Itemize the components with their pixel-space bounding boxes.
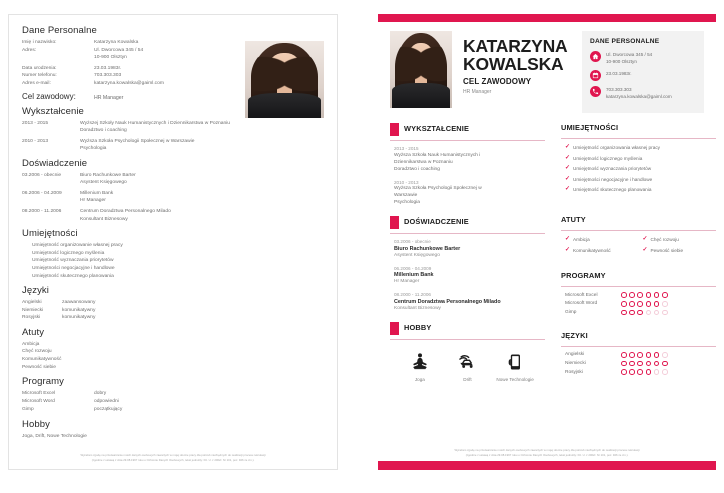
modern-cv-bottom-bar <box>378 461 716 470</box>
strength-label: Ambicja <box>573 237 590 243</box>
classic-section-skills-title: Umiejętności <box>22 228 78 240</box>
program-rating-row <box>561 292 716 298</box>
classic-footer-consent <box>9 453 337 462</box>
rating-dot-filled <box>621 352 627 358</box>
classic-strengths-list <box>22 341 324 371</box>
education-line1: Wyższa Szkoła Nauk Humanistycznych i <box>394 152 481 158</box>
section-marker-icon <box>390 322 399 335</box>
classic-experience-role: Hr Manager <box>80 198 106 204</box>
modern-section-skills-title: UMIEJĘTNOŚCI <box>561 123 619 133</box>
classic-program-name: Gimp <box>22 406 34 412</box>
check-icon: ✓ <box>565 175 571 182</box>
classic-personal-label: Adres e-mail: <box>22 80 51 86</box>
strength-label: Komunikatywność <box>573 247 611 253</box>
contact-birthdate-text: 23.03.1983r. <box>606 71 632 77</box>
classic-personal-label <box>22 54 94 62</box>
classic-experience-text <box>80 208 324 223</box>
phone-icon <box>590 86 601 97</box>
classic-education-date: 2013 - 2015 <box>22 120 49 126</box>
experience-role: Hr Manager <box>394 279 420 285</box>
strength-item <box>561 247 639 254</box>
skill-label: Umiejętność organizowania własnej pracy <box>573 145 661 151</box>
list-item: Umiejętność organizowanie własnej pracy <box>32 243 123 249</box>
classic-personal-label: Imię i nazwisko: <box>22 40 57 45</box>
rating-dot-filled <box>629 369 635 375</box>
language-rating-row <box>561 352 716 358</box>
classic-personal-value: Katarzyna Kowalska <box>94 40 139 45</box>
classic-language-level: zaawansowany <box>62 300 96 306</box>
skill-item <box>561 176 716 183</box>
classic-personal-value: 703.303.303 <box>94 73 122 79</box>
modern-section-languages-title: JĘZYKI <box>561 331 588 341</box>
modern-cv-columns <box>378 113 716 392</box>
language-name: Angielski <box>565 352 585 358</box>
modern-footer-line1: Wyrażam zgodę na przetwarzanie moich danych osobowych zawartych w mojej ofercie pracy dla potrzeb niezbędnych do realizacji procesu rekrutacji <box>454 448 640 453</box>
classic-language-name: Angielski <box>22 300 42 306</box>
classic-personal-value: Ul. Dworcowa 345 / 54 <box>94 47 144 53</box>
classic-program-level: początkujący <box>94 406 123 412</box>
classic-experience-role: Asystent Księgowego <box>80 180 127 186</box>
strength-item <box>561 236 639 243</box>
modern-section-education-title: WYKSZTAŁCENIE <box>404 124 470 134</box>
skill-item <box>561 155 716 162</box>
list-item: Umiejętność wyznaczania priorytetów <box>32 258 114 264</box>
classic-personal-label: Numer telefonu: <box>22 73 57 79</box>
modern-section-experience-title: DOŚWIADCZENIE <box>404 217 469 226</box>
modern-cv-top-bar <box>378 14 716 22</box>
phone-number: 703.303.303 <box>606 87 632 93</box>
rating-dot-filled <box>637 301 643 307</box>
rating-dots <box>621 352 670 358</box>
classic-personal-label: Data urodzenia: <box>22 65 57 71</box>
rating-dot-filled <box>646 369 652 375</box>
check-icon: ✓ <box>565 246 571 253</box>
classic-footer-line2: (zgodnie z ustawą z dnia 29.08.1997 roku o Ochronie Danych Osobowych, tekst jednolity: Dz. U. z 2002r. Nr 101, poz. 926 ze zm.). <box>91 457 255 462</box>
modern-cv-column-right <box>561 123 716 392</box>
rating-dots <box>621 369 670 375</box>
classic-language-level: komunikatywny <box>62 307 96 313</box>
modern-cv-name-block <box>452 31 574 113</box>
modern-section-hobby-title: HOBBY <box>404 322 432 332</box>
rating-dot-filled <box>629 352 635 358</box>
rating-dot-filled <box>629 310 635 316</box>
program-rating-row <box>561 301 716 307</box>
strength-item <box>639 247 717 254</box>
modern-footer-line2: (zgodnie z ustawą z dnia 29.08.1997 roku o Ochronie Danych Osobowych, tekst jednolity: Dz. U. z 2002r. Nr 101, poz. 926 ze zm.). <box>465 452 629 457</box>
hobby-label: Nowe Technologie <box>496 376 534 382</box>
hobby-item-joga <box>399 349 441 383</box>
education-date: 2010 - 2013 <box>394 179 419 185</box>
rating-dot-filled <box>654 352 660 358</box>
classic-cv-photo <box>245 41 324 118</box>
check-icon: ✓ <box>565 154 571 161</box>
first-name: KATARZYNA <box>463 36 568 56</box>
modern-education-entry <box>390 146 545 173</box>
rating-dots <box>621 292 670 298</box>
modern-cv-photo <box>390 31 452 108</box>
classic-program-row <box>22 406 324 414</box>
rating-dot-filled <box>621 310 627 316</box>
section-marker-icon <box>390 123 399 136</box>
divider <box>561 230 716 231</box>
contact-panel-title: DANE PERSONALNE <box>590 38 660 45</box>
rating-dot-filled <box>629 301 635 307</box>
rating-dot-filled <box>654 292 660 298</box>
rating-dots <box>621 301 670 307</box>
classic-program-name: Microsoft Excel <box>22 391 56 397</box>
check-icon: ✓ <box>642 236 648 243</box>
modern-section-education-head <box>390 123 545 136</box>
divider <box>390 339 545 340</box>
list-item: Komunikatywność <box>22 357 62 363</box>
divider <box>390 140 545 141</box>
divider <box>390 233 545 234</box>
classic-education-line1: Wyższa Szkoła Psychologii Społecznej w Warszawie <box>80 138 195 144</box>
classic-program-name: Microsoft Word <box>22 399 55 405</box>
strengths-grid <box>561 236 716 257</box>
modern-cv-page <box>378 14 716 470</box>
classic-language-row <box>22 307 324 315</box>
modern-section-languages-head <box>561 331 716 342</box>
last-name: KOWALSKA <box>463 54 564 74</box>
list-item: Chęć rozwoju <box>22 349 52 355</box>
classic-section-skills <box>22 228 324 280</box>
divider <box>561 138 716 139</box>
check-icon: ✓ <box>565 236 571 243</box>
list-item: Ambicja <box>22 341 40 347</box>
car-drift-icon <box>446 349 488 375</box>
language-name: Rosyjski <box>565 369 583 375</box>
modern-section-skills <box>561 123 716 193</box>
experience-role: Asystent Księgowego <box>394 252 440 258</box>
skill-item <box>561 186 716 193</box>
rating-dot-filled <box>637 292 643 298</box>
education-line3: Doradztwo i coaching <box>394 166 440 172</box>
check-icon: ✓ <box>565 144 571 151</box>
modern-footer-consent <box>378 448 716 457</box>
rating-dot-empty <box>662 301 668 307</box>
classic-footer-line1: Wyrażam zgodę na przetwarzanie moich danych osobowych zawartych w mojej ofercie pracy dla potrzeb niezbędnych do realizacji procesu rekrutacji <box>80 453 266 458</box>
contact-panel <box>582 31 704 113</box>
education-date: 2013 - 2015 <box>394 146 419 152</box>
classic-program-row <box>22 390 324 398</box>
rating-dot-filled <box>637 310 643 316</box>
modern-cv-header <box>378 22 716 113</box>
list-item: Umiejętność logicznego myślenia <box>32 250 105 256</box>
classic-program-row <box>22 398 324 406</box>
strength-label: Chęć rozwoju <box>650 237 679 243</box>
classic-experience-text <box>80 172 324 187</box>
yoga-icon <box>399 349 441 375</box>
classic-program-level: dobry <box>94 391 107 397</box>
classic-experience-role: Konsultant Biznesowy <box>80 216 128 222</box>
rating-dot-filled <box>662 292 668 298</box>
modern-section-hobby <box>390 322 545 383</box>
classic-experience-entry <box>22 172 324 187</box>
calendar-icon <box>590 70 601 81</box>
classic-program-level: odpowiedni <box>94 399 119 405</box>
smartphone-icon <box>494 349 536 375</box>
education-line3: Psychologia <box>394 200 420 206</box>
classic-section-education-title: Wykształcenie <box>22 105 84 117</box>
rating-dot-empty <box>654 310 660 316</box>
skill-item <box>561 144 716 151</box>
rating-dot-empty <box>654 369 660 375</box>
hobby-item-nowe-technologie <box>494 349 536 383</box>
skill-label: Umiejętność skutecznego planowania <box>573 187 652 193</box>
contact-item-phone-email <box>590 86 696 100</box>
rating-dot-filled <box>621 369 627 375</box>
classic-section-experience-title: Doświadczenie <box>22 157 88 169</box>
experience-org: Centrum Doradztwa Personalnego Milado <box>394 298 501 305</box>
list-item: Pewność siebie <box>22 364 56 370</box>
classic-language-row <box>22 299 324 307</box>
hobby-items <box>390 345 545 383</box>
modern-section-strengths-head <box>561 215 716 226</box>
classic-section-languages-title: Języki <box>22 285 49 297</box>
modern-experience-entry <box>390 239 545 260</box>
modern-section-hobby-head <box>390 322 545 335</box>
goal-title: CEL ZAWODOWY <box>463 77 532 86</box>
classic-education-line2: Doradztwo i coaching <box>80 127 127 133</box>
classic-experience-org: Millenium Bank <box>80 191 114 196</box>
classic-goal-label: Cel zawodowy: <box>22 91 76 101</box>
rating-dot-filled <box>646 361 652 367</box>
modern-section-programs <box>561 271 716 315</box>
language-rating-row <box>561 361 716 367</box>
classic-experience-date: 06.2006 - 04.2009 <box>22 191 62 196</box>
experience-date: 03.2006 - obecnie <box>394 239 431 244</box>
classic-goal-value: HR Manager <box>94 94 124 101</box>
modern-experience-entry <box>390 292 545 313</box>
modern-education-entry <box>390 180 545 207</box>
goal-value: HR Manager <box>463 89 492 95</box>
list-item: Umiejętność skutecznego planowania <box>32 273 114 279</box>
modern-section-strengths <box>561 215 716 257</box>
email-address: katarzyna.kowalska@gaiml.com <box>606 93 672 99</box>
skill-label: Umiejętność wyznaczania priorytetów <box>573 166 652 172</box>
strength-item <box>639 236 717 243</box>
rating-dot-filled <box>654 361 660 367</box>
classic-experience-entry <box>22 190 324 205</box>
program-name: Gimp <box>565 309 577 315</box>
modern-section-languages <box>561 331 716 375</box>
skill-item <box>561 165 716 172</box>
classic-personal-value: katarzyna.kowalska@gaiml.com <box>94 80 164 86</box>
divider <box>561 286 716 287</box>
list-item: Umiejętności negocjacyjne i handlowe <box>32 265 115 271</box>
classic-section-personal-title: Dane Personalne <box>22 25 97 36</box>
experience-date: 06.2006 - 04.2009 <box>394 265 432 271</box>
classic-experience-date: 03.2006 - obecnie <box>22 172 62 178</box>
classic-personal-value: 10-900 Olsztyn <box>94 55 127 61</box>
experience-org: Biuro Rachunkowe Barter <box>394 245 461 252</box>
rating-dot-filled <box>637 361 643 367</box>
rating-dot-empty <box>662 369 668 375</box>
classic-section-programs-title: Programy <box>22 376 64 388</box>
rating-dot-filled <box>629 361 635 367</box>
rating-dot-empty <box>662 310 668 316</box>
rating-dot-filled <box>646 301 652 307</box>
rating-dot-filled <box>662 361 668 367</box>
classic-education-line2: Psychologia <box>80 146 107 152</box>
rating-dot-filled <box>621 292 627 298</box>
rating-dots <box>621 361 670 367</box>
rating-dot-filled <box>654 301 660 307</box>
classic-experience-org: Biuro Rachunkowe Barter <box>80 172 136 178</box>
rating-dot-filled <box>637 352 643 358</box>
classic-experience-text <box>80 190 324 205</box>
classic-section-strengths-title: Atuty <box>22 326 45 338</box>
check-icon: ✓ <box>565 186 571 193</box>
divider <box>561 346 716 347</box>
classic-language-name: Rosyjski <box>22 315 41 321</box>
classic-personal-value: 23.03.1983r. <box>94 65 122 71</box>
hobby-label: Joga <box>414 376 425 382</box>
education-line2: Dziennikarstwa w Poznaniu <box>394 159 453 165</box>
modern-section-skills-head <box>561 123 716 134</box>
contact-phone-email-text <box>606 86 672 100</box>
home-icon <box>590 51 601 62</box>
classic-experience-entry <box>22 208 324 223</box>
modern-section-programs-title: PROGRAMY <box>561 271 606 281</box>
rating-dot-filled <box>621 361 627 367</box>
classic-section-strengths <box>22 327 324 371</box>
classic-education-text <box>80 138 324 153</box>
check-icon: ✓ <box>565 165 571 172</box>
education-line2: Warszawie <box>394 193 418 199</box>
classic-language-name: Niemiecki <box>22 307 44 313</box>
rating-dots <box>621 310 670 316</box>
program-rating-row <box>561 310 716 316</box>
experience-role: Konsultant Biznesowy <box>394 305 441 311</box>
rating-dot-empty <box>662 352 668 358</box>
skill-label: Umiejętności negocjacyjne i handlowe <box>573 176 653 182</box>
classic-section-hobby-title: Hobby <box>22 418 50 430</box>
classic-section-experience <box>22 158 324 223</box>
classic-experience-date: 08.2000 - 11.2006 <box>22 209 62 215</box>
classic-section-hobby <box>22 419 324 441</box>
modern-section-experience-head <box>390 216 545 229</box>
contact-item-address <box>590 51 696 65</box>
experience-date: 08.2000 - 11.2006 <box>394 292 431 298</box>
address-line1: Ul. Dworcowa 345 / 54 <box>606 52 653 57</box>
classic-education-date: 2010 - 2013 <box>22 138 49 144</box>
rating-dot-filled <box>621 301 627 307</box>
contact-item-birthdate <box>590 70 696 81</box>
classic-skills-list <box>22 242 324 280</box>
rating-dot-filled <box>646 292 652 298</box>
modern-section-education <box>390 123 545 207</box>
program-name: Microsoft Excel <box>565 292 598 298</box>
program-name: Microsoft Word <box>565 301 598 307</box>
language-name: Niemiecki <box>565 361 586 367</box>
classic-education-entry <box>22 138 324 153</box>
hobby-label: Drift <box>463 376 472 382</box>
section-marker-icon <box>390 216 399 229</box>
classic-experience-org: Centrum Doradztwa Personalnego Milado <box>80 209 171 215</box>
modern-section-strengths-title: ATUTY <box>561 215 586 225</box>
modern-section-experience <box>390 216 545 313</box>
classic-language-level: komunikatywny <box>62 315 96 321</box>
rating-dot-empty <box>646 310 652 316</box>
classic-section-languages <box>22 285 324 322</box>
classic-section-programs <box>22 376 324 413</box>
modern-cv-column-left <box>390 123 545 392</box>
classic-hobby-text: Joga, Drift, Nowe Technologie <box>22 433 87 439</box>
classic-language-row <box>22 314 324 322</box>
classic-education-line1: Wyższej Szkoły Nauk Humanistycznych i Dziennikarstwa w Poznaniu <box>80 120 230 126</box>
rating-dot-filled <box>646 352 652 358</box>
check-icon: ✓ <box>642 246 648 253</box>
strength-label: Pewność siebie <box>650 247 684 253</box>
classic-education-entry <box>22 120 324 135</box>
skill-label: Umiejętność logicznego myślenia <box>573 155 643 161</box>
hobby-item-drift <box>446 349 488 383</box>
classic-personal-label: Adres: <box>22 47 37 53</box>
language-rating-row <box>561 369 716 375</box>
classic-education-text <box>80 120 324 135</box>
classic-cv-page <box>8 14 338 470</box>
address-line2: 10-900 Olsztyn <box>606 58 637 64</box>
modern-experience-entry <box>390 266 545 287</box>
modern-section-programs-head <box>561 271 716 282</box>
rating-dot-filled <box>637 369 643 375</box>
experience-org: Millenium Bank <box>394 272 434 279</box>
contact-address-text <box>606 51 652 65</box>
education-line1: Wyższa Szkoła Psychologii Społecznej w <box>394 186 482 192</box>
rating-dot-filled <box>629 292 635 298</box>
